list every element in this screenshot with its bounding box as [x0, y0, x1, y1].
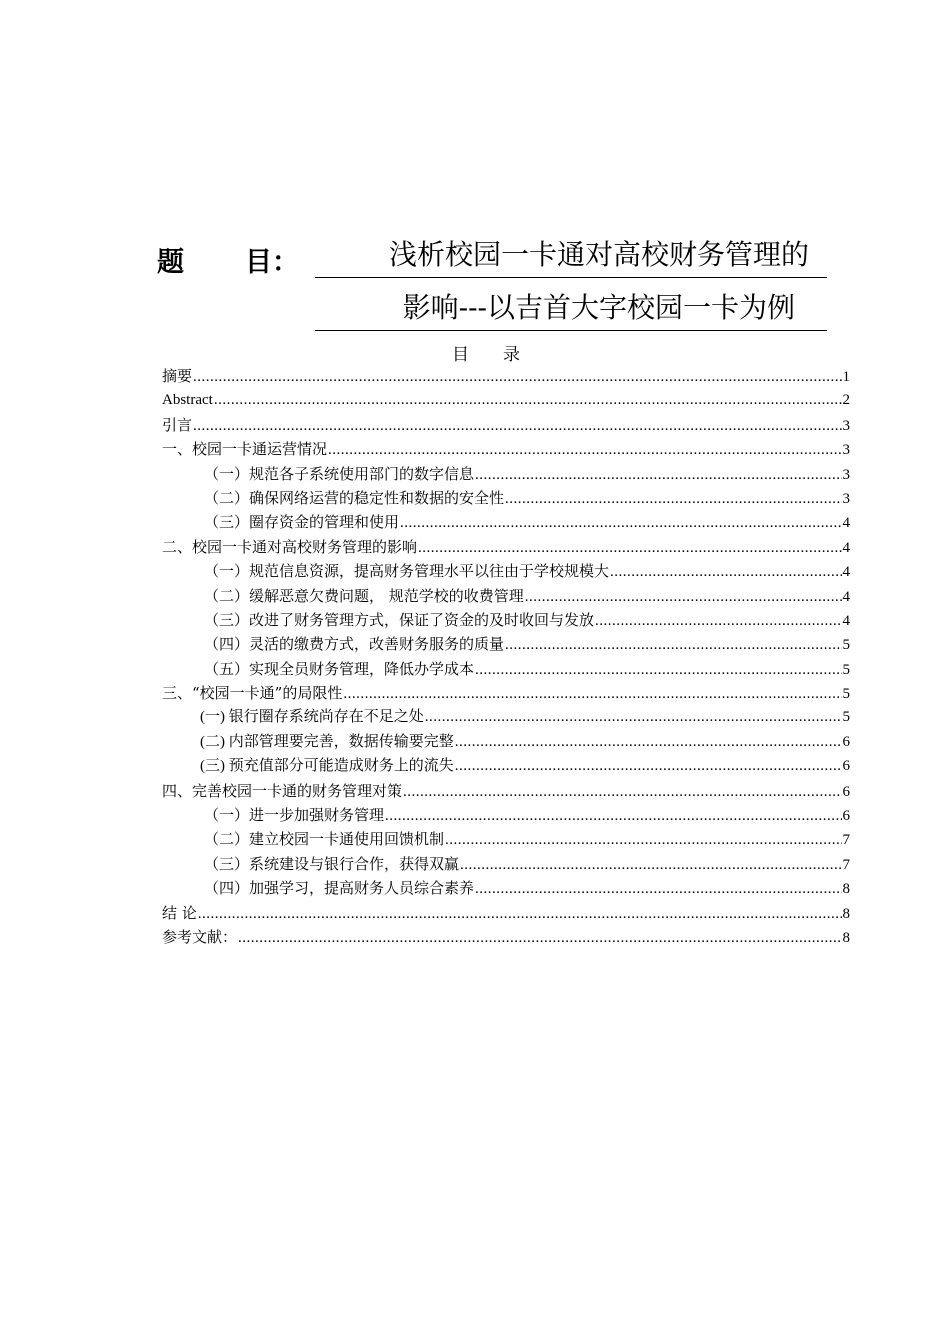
- toc-heading: [452, 340, 520, 365]
- toc-entry[interactable]: [162, 681, 850, 705]
- toc-leader-dots: [238, 926, 841, 950]
- toc-entry-label: 摘要: [162, 367, 193, 385]
- toc-entry-label: （四）灵活的缴费方式，改善财务服务的质量: [204, 635, 505, 654]
- toc-leader-dots: [198, 902, 842, 926]
- toc-entry-page: 4: [842, 564, 850, 581]
- toc-entry-label: （二）建立校园一卡通使用回馈机制: [204, 830, 445, 849]
- toc-entry-label: （一）进一步加强财务管理: [204, 806, 385, 825]
- toc-entry[interactable]: [162, 535, 850, 559]
- toc-entry[interactable]: [162, 705, 850, 729]
- toc-entry-label: 结 论: [162, 903, 197, 922]
- toc-entry-label: （四）加强学习，提高财务人员综合素养: [204, 879, 475, 898]
- toc-entry-page: 4: [842, 539, 850, 556]
- toc-leader-dots: [475, 463, 841, 487]
- toc-entry-page: 1: [842, 369, 850, 385]
- toc-entry-page: 7: [842, 832, 850, 849]
- toc-entry-page: 2: [842, 392, 850, 409]
- toc-entry[interactable]: [162, 925, 850, 949]
- toc-entry-page: 5: [842, 661, 850, 678]
- toc-entry[interactable]: [162, 462, 850, 486]
- toc-leader-dots: [525, 585, 842, 609]
- toc-entry-label: (三) 预充值部分可能造成财务上的流失: [200, 758, 454, 775]
- title-label-char-2: 目：: [245, 247, 299, 278]
- toc-entry[interactable]: [162, 876, 850, 900]
- toc-leader-dots: [505, 633, 841, 657]
- toc-entry[interactable]: [162, 413, 850, 437]
- toc-entry-label: 三、“校园一卡通”的局限性: [162, 684, 343, 703]
- toc-entry-page: 6: [842, 758, 850, 775]
- toc-leader-dots: [400, 511, 841, 535]
- toc-entry-label: (二) 内部管理要完善，数据传输要完整: [200, 733, 454, 750]
- toc-entry[interactable]: [162, 901, 850, 925]
- toc-entry[interactable]: [162, 632, 850, 656]
- toc-entry-label: 二、校园一卡通对高校财务管理的影响: [162, 537, 418, 556]
- toc-entry-label: Abstract: [162, 392, 213, 409]
- toc-entry[interactable]: [162, 437, 850, 461]
- toc-leader-dots: [193, 365, 841, 389]
- toc-entry-label: （三）圈存资金的管理和使用: [204, 513, 400, 532]
- title-label-char-1: 题: [157, 247, 184, 278]
- title-text-1: 浅析校园一卡通对高校财务管理的: [388, 238, 809, 271]
- toc-entry-label: 参考文献：: [162, 927, 238, 946]
- toc-entry-page: 3: [842, 442, 850, 459]
- toc-leader-dots: [328, 438, 841, 462]
- title-line-2: [315, 291, 827, 331]
- title-text-2: 影响---以吉首大字校园一卡为例: [402, 291, 795, 324]
- toc-entry[interactable]: [162, 730, 850, 754]
- toc-entry[interactable]: [162, 486, 850, 510]
- toc-entry-label: (一) 银行圈存系统尚存在不足之处: [200, 709, 424, 726]
- toc-leader-dots: [193, 414, 841, 438]
- toc-entry-page: 5: [842, 686, 850, 703]
- toc-entry[interactable]: [162, 754, 850, 778]
- toc-leader-dots: [214, 388, 842, 412]
- toc-leader-dots: [610, 560, 841, 584]
- toc-entry[interactable]: [162, 779, 850, 803]
- toc-entry-page: 4: [842, 612, 850, 629]
- toc-leader-dots: [595, 609, 841, 633]
- toc-entry[interactable]: [162, 584, 850, 608]
- toc-entry-page: 3: [842, 490, 850, 507]
- toc-entry-page: 6: [842, 733, 850, 750]
- toc-entry[interactable]: [162, 364, 850, 388]
- toc-entry-label: （三）改进了财务管理方式，保证了资金的及时收回与发放: [204, 610, 595, 629]
- toc-entry-page: 6: [842, 808, 850, 825]
- toc-entry-label: （一）规范各子系统使用部门的数字信息: [204, 464, 475, 483]
- toc-entry-label: （二）缓解恶意欠费问题， 规范学校的收费管理: [204, 586, 524, 605]
- toc-entry-page: 4: [842, 515, 850, 532]
- toc-entry-label: （三）系统建设与银行合作，获得双赢: [204, 854, 460, 873]
- toc-leader-dots: [445, 828, 841, 852]
- toc-entry-label: （五）实现全员财务管理，降低办学成本: [204, 659, 475, 678]
- toc-entry[interactable]: [162, 608, 850, 632]
- toc-leader-dots: [425, 705, 842, 729]
- toc-leader-dots: [343, 682, 841, 706]
- toc-entry-label: 引言: [162, 415, 193, 434]
- title-label: [157, 240, 299, 279]
- toc-entry-page: 8: [842, 905, 850, 922]
- toc-entry[interactable]: [162, 388, 850, 412]
- toc-leader-dots: [475, 658, 841, 682]
- toc-leader-dots: [475, 877, 841, 901]
- toc-heading-char-2: 录: [503, 345, 520, 365]
- toc-entry-page: 6: [842, 783, 850, 800]
- toc-entry-page: 3: [842, 417, 850, 434]
- title-line-1: [315, 238, 827, 278]
- toc-leader-dots: [460, 853, 841, 877]
- toc-entry-page: 5: [842, 709, 850, 726]
- toc-entry[interactable]: [162, 827, 850, 851]
- toc-entry[interactable]: [162, 852, 850, 876]
- table-of-contents: [162, 364, 850, 949]
- toc-entry-label: （二）确保网络运营的稳定性和数据的安全性: [204, 488, 505, 507]
- toc-leader-dots: [455, 730, 842, 754]
- toc-leader-dots: [455, 754, 842, 778]
- toc-entry[interactable]: [162, 657, 850, 681]
- toc-entry[interactable]: [162, 559, 850, 583]
- toc-entry-page: 8: [842, 881, 850, 898]
- toc-entry-page: 7: [842, 856, 850, 873]
- toc-entry-page: 4: [842, 588, 850, 605]
- toc-entry[interactable]: [162, 803, 850, 827]
- toc-entry-page: 8: [842, 929, 850, 946]
- toc-entry[interactable]: [162, 510, 850, 534]
- toc-entry-page: 5: [842, 637, 850, 654]
- toc-entry-label: （一）规范信息资源，提高财务管理水平以往由于学校规模大: [204, 562, 610, 581]
- toc-leader-dots: [403, 780, 841, 804]
- toc-entry-label: 四、完善校园一卡通的财务管理对策: [162, 781, 403, 800]
- toc-leader-dots: [418, 536, 841, 560]
- toc-entry-label: 一、校园一卡通运营情况: [162, 440, 328, 459]
- toc-leader-dots: [385, 804, 841, 828]
- toc-leader-dots: [505, 487, 841, 511]
- toc-heading-char-1: 目: [452, 345, 469, 365]
- toc-entry-page: 3: [842, 466, 850, 483]
